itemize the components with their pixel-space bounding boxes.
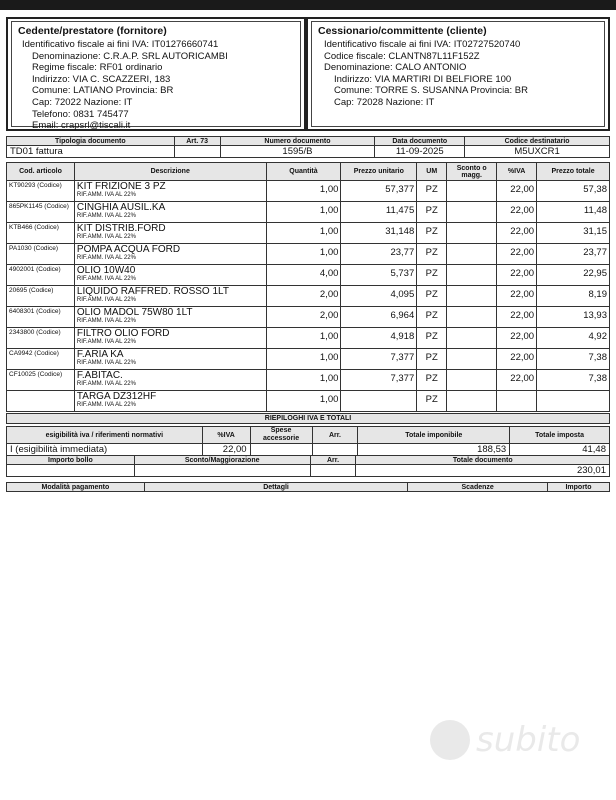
buyer-city: Comune: TORRE S. SUSANNA Provincia: BR	[334, 85, 528, 97]
quantity-cell: 2,00	[266, 307, 341, 328]
discount-cell	[447, 349, 497, 370]
col-prezzo-unitario: Prezzo unitario	[341, 163, 417, 181]
discount-cell	[447, 286, 497, 307]
seller-city: Comune: LATIANO Provincia: BR	[32, 85, 174, 97]
table-row	[7, 307, 610, 328]
buyer-name: Denominazione: CALO ANTONIO	[324, 62, 467, 74]
bollo-value	[7, 465, 135, 477]
article-code-cell: CF10025 (Codice)	[7, 370, 75, 391]
unit-measure-cell: PZ	[417, 265, 447, 286]
table-row	[7, 349, 610, 370]
description-main: FILTRO OLIO FORD	[76, 328, 170, 339]
description-note: RIF.AMM. IVA AL 22%	[76, 297, 136, 303]
total-price-cell: 23,77	[537, 244, 610, 265]
total-price-cell: 4,92	[537, 328, 610, 349]
discount-cell	[447, 370, 497, 391]
summary-title: RIEPILOGHI IVA E TOTALI	[7, 414, 610, 424]
quantity-cell: 1,00	[266, 244, 341, 265]
quantity-cell: 1,00	[266, 328, 341, 349]
header-art73: Art. 73	[174, 137, 220, 146]
description-cell	[74, 370, 266, 391]
table-row	[7, 181, 610, 202]
quantity-cell: 1,00	[266, 181, 341, 202]
total-price-cell: 13,93	[537, 307, 610, 328]
discount-cell	[447, 307, 497, 328]
discount-cell	[447, 244, 497, 265]
document-type: TD01 fattura	[7, 146, 175, 158]
esigibilita-value: I (esigibilità immediata)	[7, 444, 203, 456]
header-data: Data documento	[375, 137, 465, 146]
description-note: RIF.AMM. IVA AL 22%	[76, 339, 136, 345]
description-cell	[74, 244, 266, 265]
header-scadenze: Scadenze	[408, 483, 548, 492]
header-sconto-maggiorazione: Sconto/Maggiorazione	[134, 456, 310, 465]
quantity-cell: 1,00	[266, 391, 341, 412]
vat-rate-cell: 22,00	[497, 328, 537, 349]
quantity-cell: 1,00	[266, 370, 341, 391]
description-main: CINGHIA AUSIL.KA	[76, 202, 166, 213]
unit-price-cell: 31,148	[341, 223, 417, 244]
description-main: POMPA ACQUA FORD	[76, 244, 181, 255]
discount-cell	[447, 391, 497, 412]
unit-price-cell: 11,475	[341, 202, 417, 223]
header-spese-accessorie: Spese accessorie	[250, 427, 312, 444]
article-code-cell: CA9942 (Codice)	[7, 349, 75, 370]
vat-rate-cell: 22,00	[497, 202, 537, 223]
vat-rate-cell: 22,00	[497, 265, 537, 286]
unit-price-cell: 4,918	[341, 328, 417, 349]
discount-cell	[447, 328, 497, 349]
description-note: RIF.AMM. IVA AL 22%	[76, 360, 136, 366]
total-price-cell: 31,15	[537, 223, 610, 244]
article-code-cell: PA1030 (Codice)	[7, 244, 75, 265]
description-note: RIF.AMM. IVA AL 22%	[76, 318, 136, 324]
description-cell	[74, 223, 266, 244]
discount-cell	[447, 181, 497, 202]
article-code-cell: 2343800 (Codice)	[7, 328, 75, 349]
total-price-cell: 11,48	[537, 202, 610, 223]
header-arr-totals: Arr.	[310, 456, 356, 465]
document-info-table	[6, 136, 610, 158]
unit-measure-cell: PZ	[417, 307, 447, 328]
table-row	[7, 370, 610, 391]
buyer-cap: Cap: 72028 Nazione: IT	[334, 96, 435, 108]
header-esigibilita: esigibilità iva / riferimenti normativi	[7, 427, 203, 444]
unit-price-cell	[341, 391, 417, 412]
header-modalita-pagamento: Modalità pagamento	[7, 483, 145, 492]
description-cell	[74, 349, 266, 370]
total-price-cell: 8,19	[537, 286, 610, 307]
line-items-table	[6, 162, 610, 412]
description-main: OLIO 10W40	[76, 265, 136, 276]
buyer-title: Cessionario/committente (cliente)	[318, 25, 487, 37]
article-code-cell: KTB466 (Codice)	[7, 223, 75, 244]
document-number: 1595/B	[220, 146, 375, 158]
arr-totals-value	[310, 465, 356, 477]
description-main: KIT DISTRIB.FORD	[76, 223, 166, 234]
description-note: RIF.AMM. IVA AL 22%	[76, 213, 136, 219]
unit-measure-cell: PZ	[417, 391, 447, 412]
header-totale-imposta: Totale imposta	[510, 427, 610, 444]
col-quantita: Quantità	[266, 163, 341, 181]
table-row	[7, 286, 610, 307]
quantity-cell: 2,00	[266, 286, 341, 307]
description-note: RIF.AMM. IVA AL 22%	[76, 255, 136, 261]
quantity-cell: 1,00	[266, 349, 341, 370]
unit-price-cell: 23,77	[341, 244, 417, 265]
summary-title-table	[6, 413, 610, 424]
header-iva-percent: %IVA	[202, 427, 250, 444]
total-price-cell: 57,38	[537, 181, 610, 202]
vat-rate-cell: 22,00	[497, 286, 537, 307]
vat-rate-cell: 22,00	[497, 307, 537, 328]
seller-phone: Telefono: 0831 745477	[32, 108, 129, 120]
article-code-cell: 20695 (Codice)	[7, 286, 75, 307]
buyer-vat: Identificativo fiscale ai fini IVA: IT02727520740	[324, 39, 521, 50]
header-totale-imponibile: Totale imponibile	[358, 427, 510, 444]
article-code-cell	[7, 391, 75, 412]
seller-cap: Cap: 72022 Nazione: IT	[32, 96, 133, 108]
vat-rate-cell: 22,00	[497, 244, 537, 265]
header-dettagli: Dettagli	[144, 483, 407, 492]
col-descrizione: Descrizione	[74, 163, 266, 181]
quantity-cell: 1,00	[266, 223, 341, 244]
seller-regime: Regime fiscale: RF01 ordinario	[32, 62, 163, 74]
description-cell	[74, 181, 266, 202]
discount-cell	[447, 265, 497, 286]
quantity-cell: 1,00	[266, 202, 341, 223]
description-main: F.ABITAC.	[76, 370, 123, 381]
col-prezzo-totale: Prezzo totale	[537, 163, 610, 181]
vat-summary-table	[6, 426, 610, 456]
unit-price-cell: 57,377	[341, 181, 417, 202]
header-numero: Numero documento	[220, 137, 375, 146]
col-codice: Cod. articolo	[7, 163, 75, 181]
vat-rate-cell	[497, 391, 537, 412]
table-row	[7, 328, 610, 349]
description-note: RIF.AMM. IVA AL 22%	[76, 276, 136, 282]
col-um: UM	[417, 163, 447, 181]
total-price-cell: 7,38	[537, 349, 610, 370]
seller-name: Denominazione: C.R.A.P. SRL AUTORICAMBI	[32, 50, 228, 62]
unit-measure-cell: PZ	[417, 181, 447, 202]
vat-rate-cell: 22,00	[497, 370, 537, 391]
header-tipologia: Tipologia documento	[7, 137, 175, 146]
arr-value	[312, 444, 358, 456]
unit-measure-cell: PZ	[417, 370, 447, 391]
unit-price-cell: 6,964	[341, 307, 417, 328]
vat-rate-cell: 22,00	[497, 349, 537, 370]
description-main: KIT FRIZIONE 3 PZ	[76, 181, 166, 192]
document-totals-table	[6, 455, 610, 477]
imponibile-value: 188,53	[358, 444, 510, 456]
unit-measure-cell: PZ	[417, 223, 447, 244]
unit-measure-cell: PZ	[417, 349, 447, 370]
article-code-cell: 865PK1145 (Codice)	[7, 202, 75, 223]
discount-cell	[447, 223, 497, 244]
article-code-cell: 6408301 (Codice)	[7, 307, 75, 328]
buyer-box	[306, 17, 610, 131]
total-price-cell: 7,38	[537, 370, 610, 391]
table-row	[7, 202, 610, 223]
description-note: RIF.AMM. IVA AL 22%	[76, 192, 136, 198]
table-row	[7, 391, 610, 412]
totale-documento-value: 230,01	[356, 465, 610, 477]
art73-value	[174, 146, 220, 158]
description-main: TARGA DZ312HF	[76, 391, 157, 402]
buyer-fiscal-code: Codice fiscale: CLANTN87L11F152Z	[324, 50, 480, 62]
header-totale-documento: Totale documento	[356, 456, 610, 465]
description-note: RIF.AMM. IVA AL 22%	[76, 381, 136, 387]
description-cell	[74, 265, 266, 286]
top-bar	[0, 0, 616, 10]
vat-rate-cell: 22,00	[497, 223, 537, 244]
subito-logo-icon	[430, 720, 470, 760]
description-cell	[74, 328, 266, 349]
seller-address: Indirizzo: VIA C. SCAZZERI, 183	[32, 73, 171, 85]
description-note: RIF.AMM. IVA AL 22%	[76, 234, 136, 240]
description-note: RIF.AMM. IVA AL 22%	[76, 402, 136, 408]
discount-cell	[447, 202, 497, 223]
table-row	[7, 244, 610, 265]
watermark-text: subito	[476, 720, 581, 760]
unit-measure-cell: PZ	[417, 328, 447, 349]
buyer-address: Indirizzo: VIA MARTIRI DI BELFIORE 100	[334, 73, 512, 85]
vat-rate-cell: 22,00	[497, 181, 537, 202]
total-price-cell: 22,95	[537, 265, 610, 286]
subito-watermark	[430, 718, 590, 764]
seller-email: Email: crapsrl@tiscali.it	[32, 120, 131, 132]
seller-box	[6, 17, 306, 131]
unit-price-cell: 7,377	[341, 370, 417, 391]
seller-vat: Identificativo fiscale ai fini IVA: IT01276660741	[22, 39, 219, 50]
iva-percent-value: 22,00	[202, 444, 250, 456]
col-sconto: Sconto o magg.	[447, 163, 497, 181]
article-code-cell: KT90293 (Codice)	[7, 181, 75, 202]
document-date: 11-09-2025	[375, 146, 465, 158]
table-row	[7, 265, 610, 286]
recipient-code: M5UXCR1	[465, 146, 610, 158]
sconto-value	[134, 465, 310, 477]
seller-title: Cedente/prestatore (fornitore)	[18, 25, 167, 37]
description-main: OLIO MADOL 75W80 1LT	[76, 307, 193, 318]
description-cell	[74, 307, 266, 328]
description-cell	[74, 286, 266, 307]
unit-measure-cell: PZ	[417, 286, 447, 307]
unit-measure-cell: PZ	[417, 244, 447, 265]
header-importo: Importo	[548, 483, 610, 492]
unit-measure-cell: PZ	[417, 202, 447, 223]
col-iva: %IVA	[497, 163, 537, 181]
imposta-value: 41,48	[510, 444, 610, 456]
description-cell	[74, 202, 266, 223]
payment-table	[6, 482, 610, 492]
header-codice-destinatario: Codice destinatario	[465, 137, 610, 146]
description-main: F.ARIA KA	[76, 349, 124, 360]
spese-value	[250, 444, 312, 456]
unit-price-cell: 5,737	[341, 265, 417, 286]
article-code-cell: 4902001 (Codice)	[7, 265, 75, 286]
line-items-body	[7, 181, 610, 412]
unit-price-cell: 4,095	[341, 286, 417, 307]
total-price-cell	[537, 391, 610, 412]
header-importo-bollo: Importo bollo	[7, 456, 135, 465]
unit-price-cell: 7,377	[341, 349, 417, 370]
quantity-cell: 4,00	[266, 265, 341, 286]
description-main: LIQUIDO RAFFRED. ROSSO 1LT	[76, 286, 229, 297]
table-row	[7, 223, 610, 244]
description-cell	[74, 391, 266, 412]
header-arr: Arr.	[312, 427, 358, 444]
